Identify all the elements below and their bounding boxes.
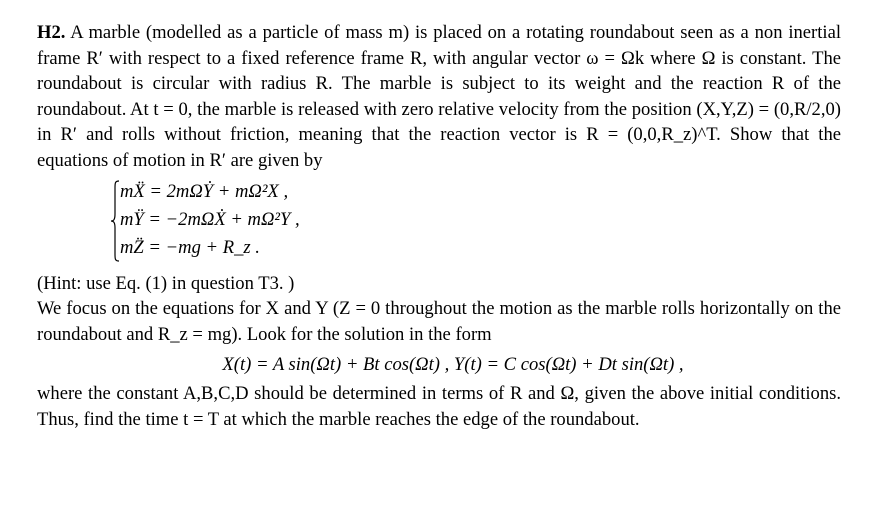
- problem-intro-text: A marble (modelled as a particle of mass m) is placed on a rotating roundabout seen as a non inertial frame R′ with respect to a fixed reference frame R, with angular vector ω = Ωk where Ω is constant. The roundabout is circular with radius R. The marble is subject to its weight and the reaction R of the roundabout. At t = 0, the marble is released with zero relative velocity from the position (X,Y,Z) = (0,R/2,0) in R′ and rolls without friction, meaning that the reaction vector is R = (0,0,R_z)^T. Show that the equations of motion in R′ are given by: [37, 22, 841, 171]
- conclusion-text: where the constant A,B,C,D should be determined in terms of R and Ω, given the above initial conditions. Thus, find the time t = T at which the marble reaches the edge of the roundabout.: [37, 382, 841, 430]
- solution-form: X(t) = A sin(Ωt) + Bt cos(Ωt) , Y(t) = C cos(Ωt) + Dt sin(Ωt) ,: [222, 354, 684, 376]
- left-brace: [110, 180, 120, 262]
- equation-y: mŸ = −2mΩẊ + mΩ²Y ,: [120, 208, 300, 230]
- equation-z: mZ̈ = −mg + R_z .: [120, 236, 260, 258]
- equations-of-motion: [110, 178, 841, 265]
- equation-x: mẌ = 2mΩẎ + mΩ²X ,: [120, 180, 289, 202]
- focus-text: We focus on the equations for X and Y (Z = 0 throughout the motion as the marble rolls horizontally on the roundabout and R_z = mg). Look for the solution in the form: [37, 298, 841, 345]
- problem-document: [37, 20, 841, 432]
- problem-intro: [37, 20, 841, 174]
- problem-label: H2.: [37, 22, 66, 43]
- hint-text: (Hint: use Eq. (1) in question T3. ): [37, 272, 295, 294]
